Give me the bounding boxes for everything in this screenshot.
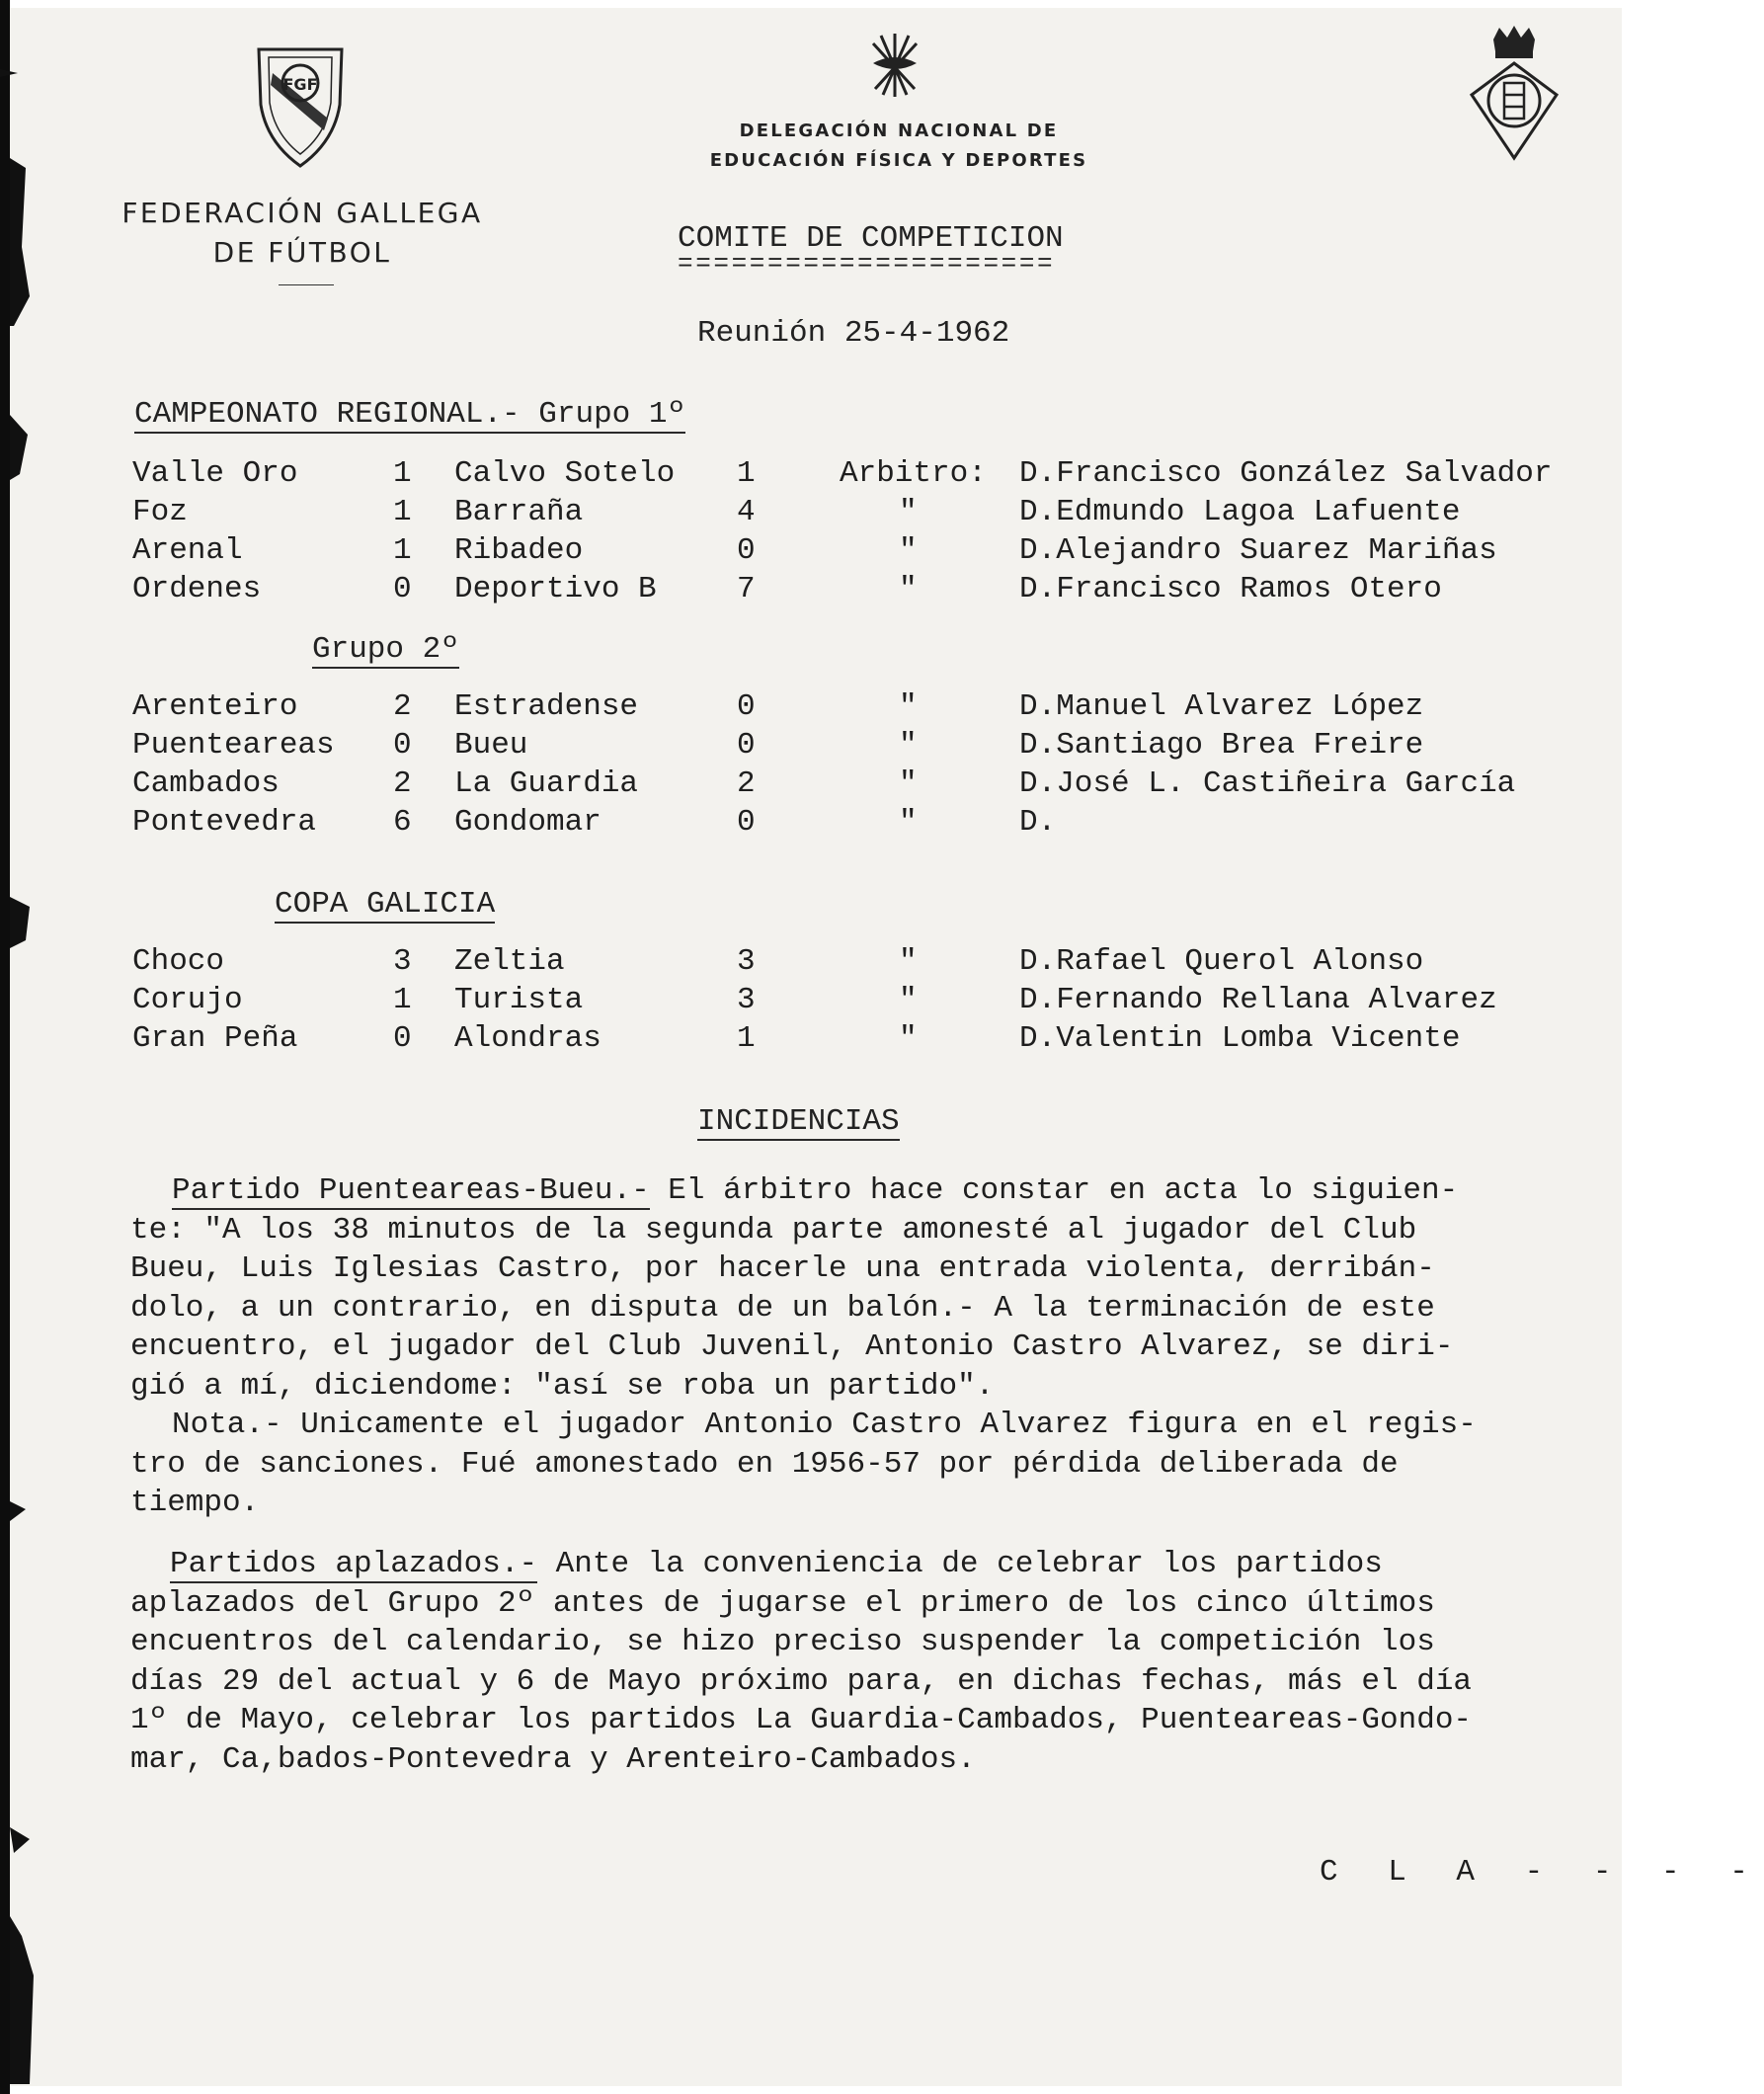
incidents-title — [697, 1102, 900, 1142]
referee-label: " — [899, 572, 918, 606]
home-score: 3 — [393, 944, 412, 979]
delegation-line-2: EDUCACIÓN FÍSICA Y DEPORTES — [709, 150, 1088, 171]
section-title-regional-group-1-text: CAMPEONATO REGIONAL.- Grupo 1º — [134, 397, 686, 432]
home-team: Choco — [132, 944, 225, 979]
note-line: Nota.- Unicamente el jugador Antonio Castro Alvarez figura en el regis- — [172, 1408, 1477, 1442]
svg-text:FGF: FGF — [282, 75, 318, 94]
away-team: Deportivo B — [454, 572, 657, 606]
away-score: 1 — [737, 456, 756, 491]
paragraph-line: gió a mí, diciendome: "así se roba un partido". — [130, 1368, 995, 1404]
home-team: Ordenes — [132, 572, 262, 606]
away-score: 0 — [737, 533, 756, 568]
home-team: Valle Oro — [132, 456, 298, 491]
section-title-group-2 — [312, 630, 459, 670]
away-score: 3 — [737, 944, 756, 979]
federation-name-line-1: FEDERACIÓN GALLEGA — [121, 197, 483, 229]
federation-name — [107, 194, 498, 273]
away-team: Calvo Sotelo — [454, 456, 676, 491]
referee-label: " — [899, 766, 918, 801]
home-score: 0 — [393, 1021, 412, 1056]
home-score: 1 — [393, 533, 412, 568]
home-team: Puenteareas — [132, 728, 335, 763]
referee-name: D.Alejandro Suarez Mariñas — [1019, 533, 1497, 568]
away-team: Estradense — [454, 689, 639, 724]
meeting-date: Reunión 25-4-1962 — [697, 316, 1010, 351]
home-team: Gran Peña — [132, 1021, 298, 1056]
home-score: 1 — [393, 456, 412, 491]
paragraph-line: 1º de Mayo, celebrar los partidos La Guardia-Cambados, Puenteareas-Gondo- — [130, 1703, 1473, 1737]
paragraph-heading: Partidos aplazados.- — [170, 1547, 538, 1581]
referee-label: " — [899, 728, 918, 763]
paragraph-line: dolo, a un contrario, en disputa de un balón.- A la terminación de este — [130, 1290, 1435, 1326]
away-score: 7 — [737, 572, 756, 606]
incident-paragraph-postponed-matches — [130, 1545, 1608, 1779]
referee-name: D.Edmundo Lagoa Lafuente — [1019, 495, 1461, 529]
home-team: Corujo — [132, 983, 243, 1017]
referee-name: D.Manuel Alvarez López — [1019, 689, 1424, 724]
home-score: 0 — [393, 572, 412, 606]
note-line: tiempo. — [130, 1486, 260, 1520]
home-team: Foz — [132, 495, 188, 529]
away-team: Turista — [454, 983, 584, 1017]
paragraph-line: encuentro, el jugador del Club Juvenil, Antonio Castro Alvarez, se diri- — [130, 1329, 1454, 1364]
incidents-title-text: INCIDENCIAS — [697, 1104, 900, 1139]
referee-name: D.Valentin Lomba Vicente — [1019, 1021, 1461, 1056]
section-title-group-2-text: Grupo 2º — [312, 632, 459, 667]
paragraph-text: El árbitro hace constar en acta lo siguien- — [649, 1173, 1459, 1208]
delegation-line-1: DELEGACIÓN NACIONAL DE — [739, 121, 1059, 141]
yoke-arrows-emblem — [867, 30, 922, 101]
away-team: Gondomar — [454, 805, 601, 840]
home-team: Arenal — [132, 533, 243, 568]
federation-crest-logo — [255, 43, 346, 172]
referee-label: Arbitro: — [840, 456, 987, 491]
paragraph-line — [170, 1545, 1608, 1584]
home-score: 0 — [393, 728, 412, 763]
away-score: 0 — [737, 805, 756, 840]
home-team: Cambados — [132, 766, 280, 801]
paragraph-line — [172, 1171, 1608, 1211]
referee-label: " — [899, 805, 918, 840]
referee-label: " — [899, 1021, 918, 1056]
paragraph-line: te: "A los 38 minutos de la segunda parte amonesté al jugador del Club — [130, 1212, 1417, 1248]
closing-mark: C L A - - - - — [1320, 1855, 1764, 1890]
home-score: 2 — [393, 689, 412, 724]
referee-label: " — [899, 983, 918, 1017]
paragraph-line: mar, Ca,bados-Pontevedra y Arenteiro-Cambados. — [130, 1741, 976, 1777]
paragraph-line: días 29 del actual y 6 de Mayo próximo para, en dichas fechas, más el día — [130, 1663, 1473, 1699]
referee-name: D.Santiago Brea Freire — [1019, 728, 1424, 763]
section-title-copa-galicia — [275, 885, 495, 925]
paragraph-text: Ante la conveniencia de celebrar los partidos — [537, 1547, 1383, 1581]
note-line: tro de sanciones. Fué amonestado en 1956-57 por pérdida deliberada de — [130, 1446, 1399, 1482]
away-team: Zeltia — [454, 944, 565, 979]
paragraph-heading: Partido Puenteareas-Bueu.- — [172, 1173, 650, 1208]
away-score: 3 — [737, 983, 756, 1017]
section-title-regional-group-1 — [134, 395, 685, 435]
spanish-federation-crest-logo — [1466, 26, 1563, 164]
away-score: 4 — [737, 495, 756, 529]
home-team: Arenteiro — [132, 689, 298, 724]
away-team: Bueu — [454, 728, 528, 763]
home-score: 1 — [393, 495, 412, 529]
committee-title-rule: ===================== — [678, 249, 1056, 279]
home-score: 6 — [393, 805, 412, 840]
referee-name: D.Rafael Querol Alonso — [1019, 944, 1424, 979]
away-team: Ribadeo — [454, 533, 584, 568]
paragraph-line: aplazados del Grupo 2º antes de jugarse el primero de los cinco últimos — [130, 1585, 1435, 1621]
referee-name: D.Francisco González Salvador — [1019, 456, 1553, 491]
referee-label: " — [899, 944, 918, 979]
referee-label: " — [899, 495, 918, 529]
referee-name: D.José L. Castiñeira García — [1019, 766, 1516, 801]
away-team: Alondras — [454, 1021, 601, 1056]
delegation-name — [672, 117, 1126, 176]
away-team: La Guardia — [454, 766, 639, 801]
away-score: 1 — [737, 1021, 756, 1056]
incident-paragraph-puenteareas-bueu — [130, 1171, 1608, 1523]
away-score: 0 — [737, 728, 756, 763]
away-score: 0 — [737, 689, 756, 724]
referee-label: " — [899, 689, 918, 724]
federation-name-rule — [279, 284, 334, 285]
referee-name: D.Francisco Ramos Otero — [1019, 572, 1442, 606]
paragraph-line: encuentros del calendario, se hizo preciso suspender la competición los — [130, 1625, 1435, 1659]
home-score: 2 — [393, 766, 412, 801]
section-title-copa-galicia-text: COPA GALICIA — [275, 887, 496, 922]
away-team: Barraña — [454, 495, 584, 529]
referee-label: " — [899, 533, 918, 568]
paragraph-line: Bueu, Luis Iglesias Castro, por hacerle una entrada violenta, derribán- — [130, 1251, 1435, 1286]
home-score: 1 — [393, 983, 412, 1017]
committee-title: COMITE DE COMPETICION — [678, 221, 1064, 256]
referee-name: D.Fernando Rellana Alvarez — [1019, 983, 1497, 1017]
home-team: Pontevedra — [132, 805, 317, 840]
federation-name-line-2: DE FÚTBOL — [212, 236, 392, 269]
away-score: 2 — [737, 766, 756, 801]
referee-name: D. — [1019, 805, 1057, 840]
